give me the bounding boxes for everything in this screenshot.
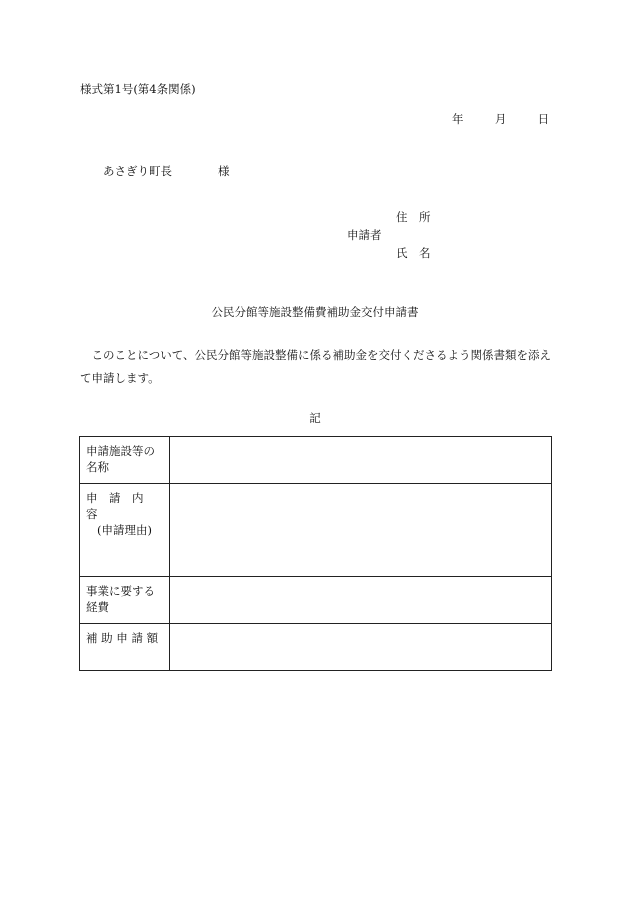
ki-heading: 記 [309, 411, 321, 425]
content-sublabel: (申請理由) [97, 523, 152, 537]
address-label: 住 所 [396, 210, 431, 224]
table-row [80, 624, 552, 671]
form-number: 様式第1号(第4条関係) [80, 82, 196, 96]
row-value-amount [170, 624, 552, 671]
document-title: 公民分館等施設整備費補助金交付申請書 [211, 305, 419, 319]
date-row [452, 111, 549, 127]
addressee [103, 163, 230, 179]
table-row [80, 437, 552, 484]
day-label: 日 [537, 112, 550, 126]
month-label: 月 [494, 112, 507, 126]
row-label-amount: 補 助 申 請 額 [80, 624, 170, 671]
row-value-facility [170, 437, 552, 484]
row-value-content [170, 484, 552, 577]
name-label: 氏 名 [396, 246, 431, 260]
year-label: 年 [452, 112, 464, 126]
honorific: 様 [218, 164, 230, 178]
row-value-cost [170, 577, 552, 624]
row-label-cost: 事業に要する経費 [80, 577, 170, 624]
applicant-label: 申請者 [347, 228, 382, 242]
table-row [80, 577, 552, 624]
addressee-name: あさぎり町長 [103, 164, 172, 178]
row-label-content [80, 484, 170, 577]
row-label-facility: 申請施設等の名称 [80, 437, 170, 484]
body-text [80, 344, 555, 390]
table-row [80, 484, 552, 577]
body-content: このことについて、公民分館等施設整備に係る補助金を交付くださるよう関係書類を添えて申請します。 [80, 348, 552, 385]
content-label: 申 請 内 容 [86, 491, 155, 521]
application-table [79, 436, 552, 671]
